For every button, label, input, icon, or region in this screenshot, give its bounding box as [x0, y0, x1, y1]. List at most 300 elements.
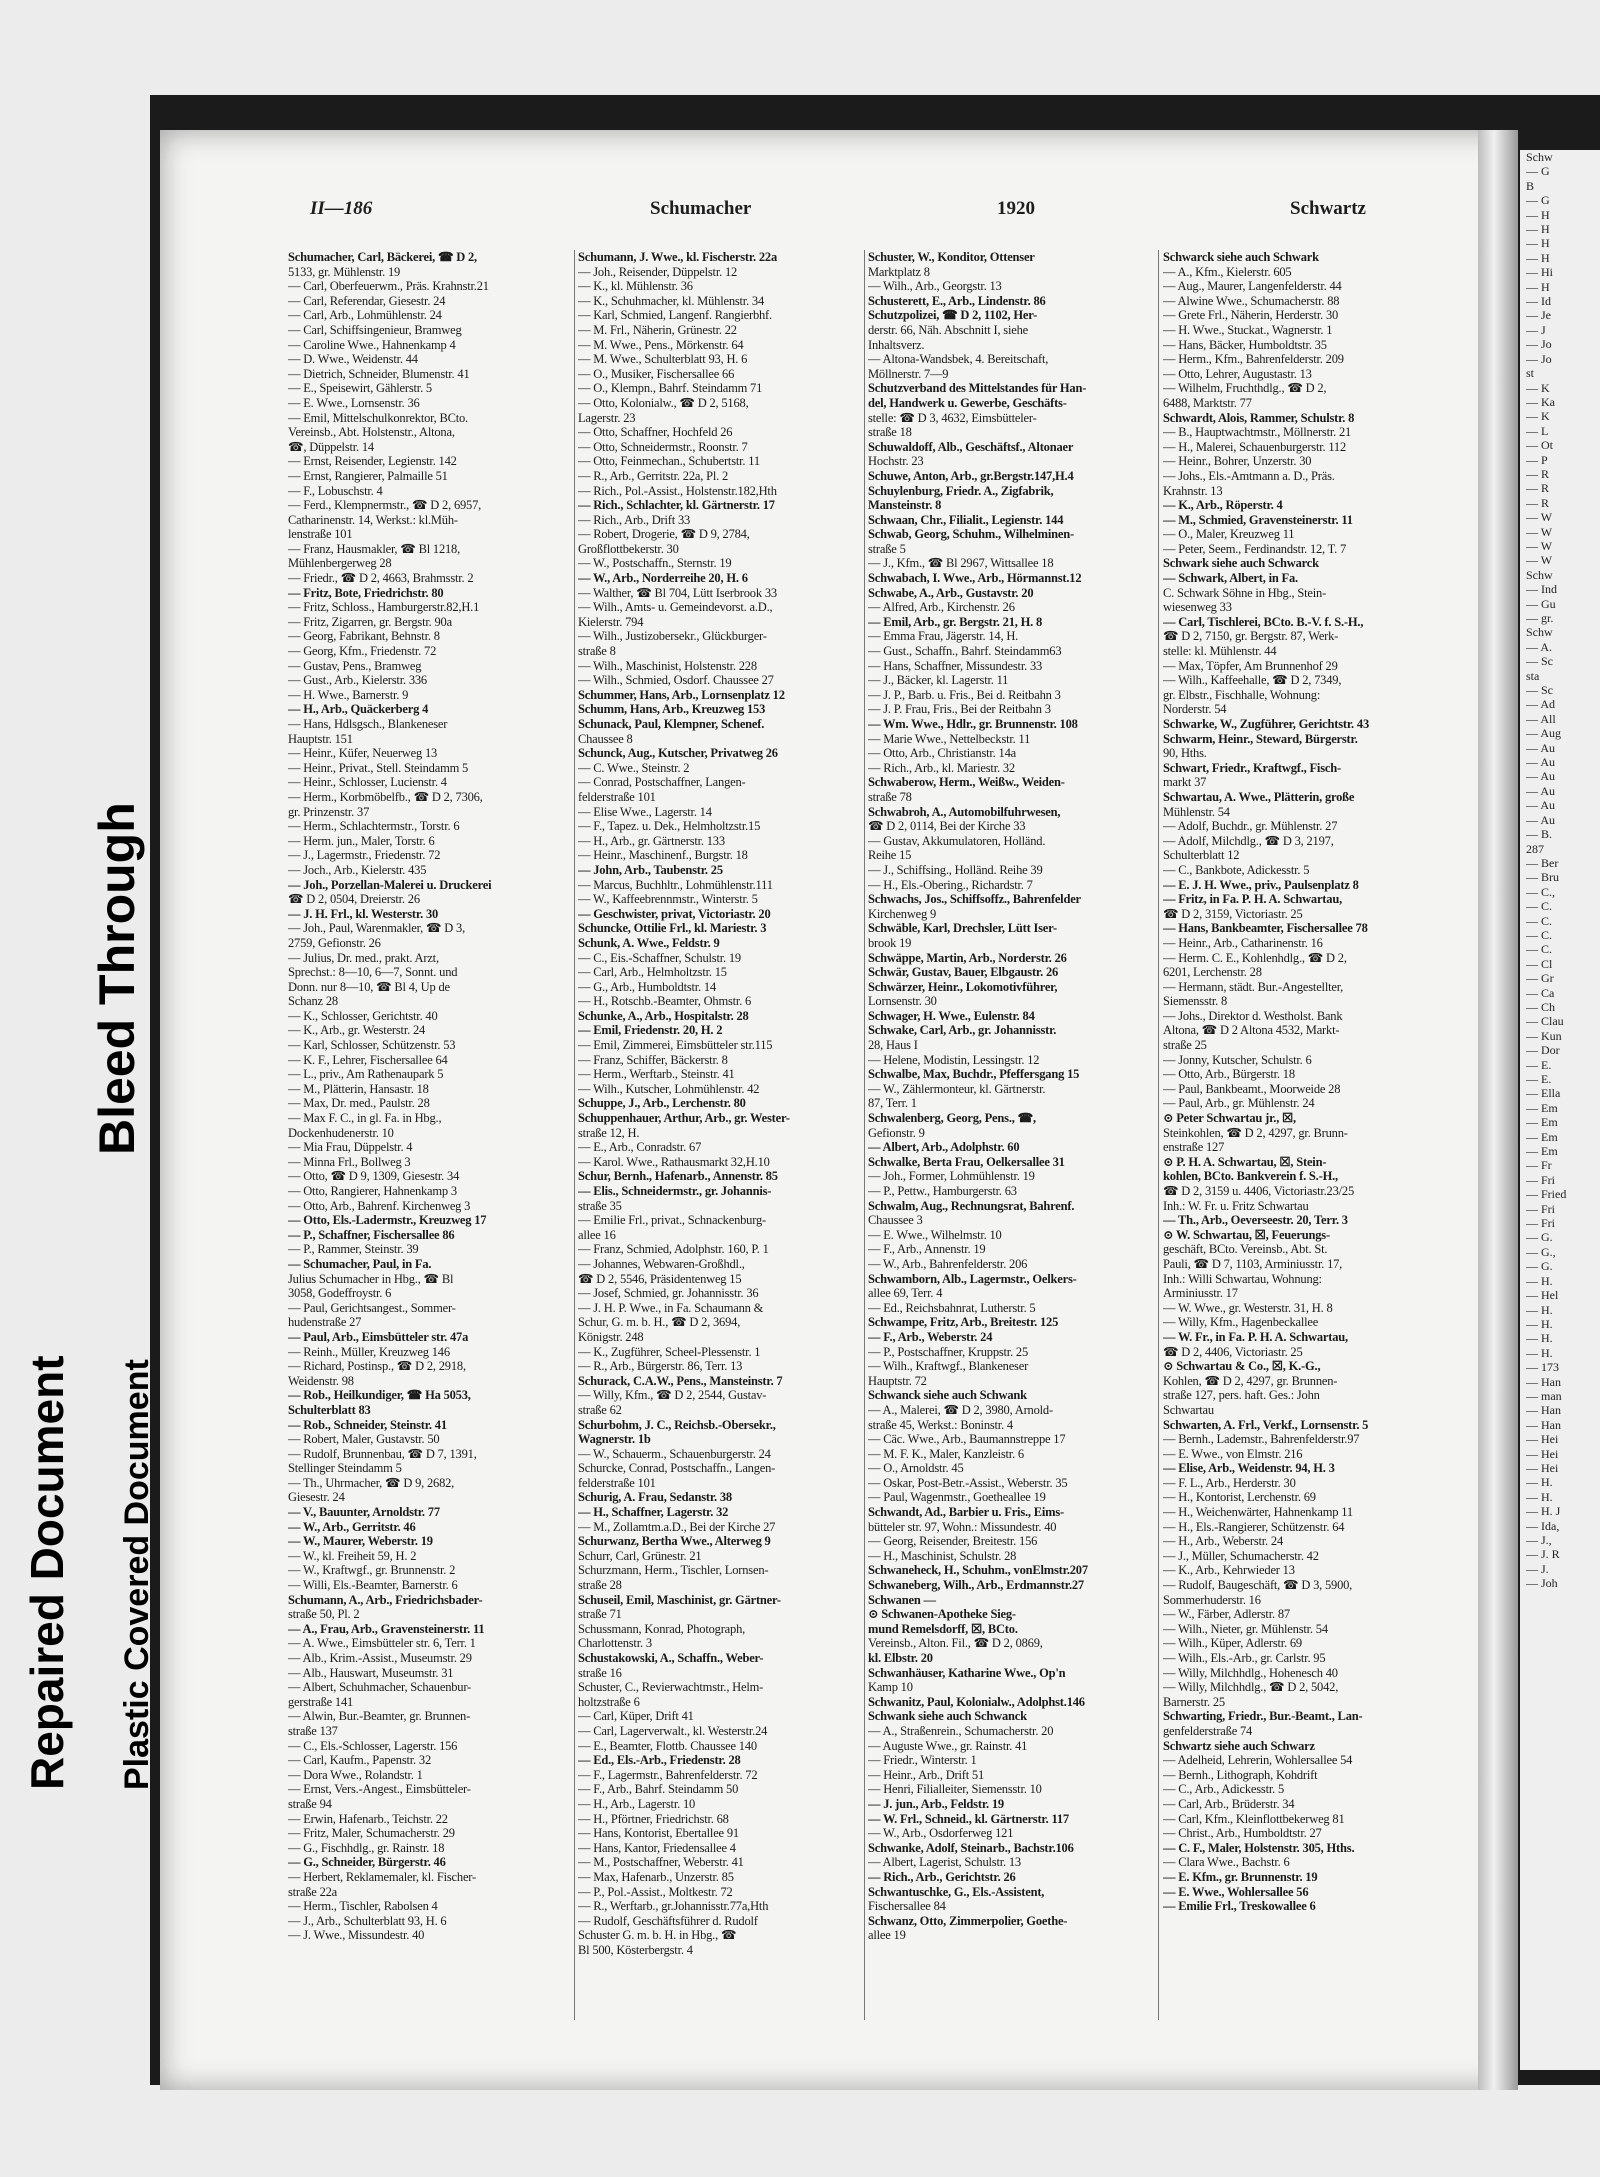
directory-entry: — W., Arb., Gerritstr. 46: [288, 1519, 416, 1534]
directory-entry: markt 37: [1163, 775, 1207, 790]
directory-entry: — H., Arb., gr. Gärtnerstr. 133: [578, 833, 725, 848]
next-page-entry: — Fri: [1526, 1216, 1556, 1231]
label-bleed-through: Bleed Through: [89, 802, 145, 1155]
directory-entry: Schur, G. m. b. H., ☎ D 2, 3694,: [578, 1315, 741, 1330]
directory-entry: — Albert, Schuhmacher, Schauenbur-: [288, 1680, 472, 1695]
directory-entry: Schwabach, I. Wwe., Arb., Hörmannst.12: [868, 571, 1082, 586]
directory-entry: Schurig, A. Frau, Sedanstr. 38: [578, 1490, 732, 1505]
directory-entry: — Wilh., Arb., Georgstr. 13: [868, 279, 1002, 294]
directory-entry: straße 5: [868, 541, 906, 556]
directory-entry: Schusterett, E., Arb., Lindenstr. 86: [868, 293, 1046, 308]
directory-entry: straße 25: [1163, 1038, 1207, 1053]
next-page-entry: — Bru: [1526, 870, 1559, 885]
directory-entry: — K., Arb., Röperstr. 4: [1163, 498, 1283, 513]
directory-entry: Siemensstr. 8: [1163, 994, 1228, 1009]
directory-entry: Schwalbe, Max, Buchdr., Pfeffersgang 15: [868, 1067, 1080, 1082]
directory-entry: — K., Schuhmacher, kl. Mühlenstr. 34: [578, 293, 765, 308]
directory-entry: Schutzverband des Mittelstandes für Han-: [868, 381, 1087, 396]
next-page-entry: — H.: [1526, 1273, 1553, 1288]
directory-entry: stelle: kl. Mühlenstr. 44: [1163, 644, 1277, 659]
directory-entry: Barnerstr. 25: [1163, 1694, 1225, 1709]
next-page-entry: — C.: [1526, 899, 1553, 914]
directory-entry: Schussmann, Konrad, Photograph,: [578, 1621, 746, 1636]
directory-entry: — Ernst, Vers.-Angest., Eimsbütteler-: [288, 1782, 471, 1797]
directory-entry: kl. Elbstr. 20: [868, 1651, 933, 1665]
directory-entry: — A. Wwe., Eimsbütteler str. 6, Terr. 1: [288, 1636, 476, 1651]
directory-entry: — Wilh., Justizobersekr., Glückburger-: [578, 629, 767, 644]
directory-entry: — Rich., Schlachter, kl. Gärtnerstr. 17: [578, 498, 775, 513]
directory-entry: — Fritz, Bote, Friedrichstr. 80: [288, 585, 444, 600]
directory-entry: Schwäble, Karl, Drechsler, Lütt Iser-: [868, 921, 1057, 936]
directory-entry: — Willy, Kfm., Hagenbeckallee: [1163, 1315, 1319, 1330]
directory-entry: — W. Frl., Schneid., kl. Gärtnerstr. 117: [868, 1811, 1069, 1826]
directory-entry: — Emil, Zimmerei, Eimsbütteler str.115: [578, 1038, 773, 1053]
directory-entry: — H., Rotschb.-Beamter, Ohmstr. 6: [578, 994, 752, 1009]
directory-entry: — Josef, Schmied, gr. Johannisstr. 36: [578, 1286, 759, 1301]
next-page-entry: — Hei: [1526, 1460, 1559, 1475]
directory-entry: ⊙ P. H. A. Schwartau, ☒, Stein-: [1163, 1154, 1327, 1169]
directory-entry: — J. H. P. Wwe., in Fa. Schaumann &: [578, 1300, 764, 1315]
page-gutter: [1478, 130, 1518, 2090]
directory-entry: — Carl, Kaufm., Papenstr. 32: [288, 1753, 431, 1768]
next-page-entry: — Au: [1526, 755, 1556, 770]
directory-entry: — H., Pförtner, Friedrichstr. 68: [578, 1811, 729, 1826]
directory-entry: — F., Arb., Bahrf. Steindamm 50: [578, 1782, 739, 1797]
directory-entry: — Heinr., Arb., Catharinenstr. 16: [1163, 935, 1323, 950]
directory-entry: — Helene, Modistin, Lessingstr. 12: [868, 1052, 1040, 1067]
directory-entry: Schwaneheck, H., Schuhm., vonElmstr.207: [868, 1563, 1088, 1578]
directory-entry: — Wilh., Kraftwgf., Blankeneser: [868, 1359, 1029, 1374]
directory-entry: Schwab, Georg, Schuhm., Wilhelminen-: [868, 527, 1074, 542]
directory-entry: — P., Postschaffner, Kruppstr. 25: [868, 1344, 1029, 1359]
directory-entry: Hauptstr. 72: [868, 1373, 927, 1388]
directory-entry: — M. Frl., Näherin, Grünestr. 22: [578, 322, 737, 337]
directory-entry: Altona, ☎ D 2 Altona 4532, Markt-: [1163, 1023, 1340, 1038]
directory-entry: — Otto, Els.-Ladermstr., Kreuzweg 17: [288, 1213, 487, 1228]
directory-entry: — Dietrich, Schneider, Blumenstr. 41: [288, 366, 470, 381]
directory-entry: — Alb., Hauswart, Museumstr. 31: [288, 1665, 454, 1680]
directory-entry: lenstraße 101: [288, 527, 353, 542]
directory-entry: — W., kl. Freiheit 59, H. 2: [288, 1548, 417, 1563]
next-page-entry: — Au: [1526, 812, 1556, 827]
directory-entry: — E. Kfm., gr. Brunnenstr. 19: [1163, 1869, 1318, 1884]
directory-entry: — Reinh., Müller, Kreuzweg 146: [288, 1344, 450, 1359]
directory-entry: — H., Els.-Rangierer, Schützenstr. 64: [1163, 1519, 1345, 1534]
directory-entry: ⊙ W. Schwartau, ☒, Feuerungs-: [1163, 1227, 1330, 1242]
directory-entry: Marktplatz 8: [868, 264, 930, 279]
directory-entry: — Joch., Arb., Kielerstr. 435: [288, 862, 427, 877]
directory-entry: straße 8: [578, 644, 616, 659]
directory-entry: Schwalke, Berta Frau, Oelkersallee 31: [868, 1154, 1065, 1169]
directory-entry: Pauli, ☎ D 7, 1103, Arminiusstr. 17,: [1163, 1256, 1343, 1271]
directory-entry: — Willy, Milchhdlg., Hohenesch 40: [1163, 1665, 1338, 1680]
directory-entry: — Fritz, Maler, Schumacherstr. 29: [288, 1826, 455, 1841]
directory-entry: — H. Wwe., Stuckat., Wagnerstr. 1: [1163, 322, 1333, 337]
next-page-entry: — H: [1526, 250, 1550, 265]
directory-entry: Schwager, H. Wwe., Eulenstr. 84: [868, 1008, 1035, 1023]
directory-entry: — Georg, Reisender, Breitestr. 156: [868, 1534, 1038, 1549]
directory-entry: Schulterblatt 12: [1163, 848, 1240, 863]
directory-entry: Steinkohlen, ☎ D 2, 4297, gr. Brunn-: [1163, 1125, 1348, 1140]
directory-entry: — Emil, Mittelschulkonrektor, BCto.: [288, 410, 468, 425]
directory-entry: — M. Wwe., Pens., Mörkenstr. 64: [578, 337, 744, 352]
next-page-entry: — H.: [1526, 1316, 1553, 1331]
directory-entry: ☎ D 2, 7150, gr. Bergstr. 87, Werk-: [1163, 629, 1339, 644]
directory-entry: — M., Postschaffner, Weberstr. 41: [578, 1855, 744, 1870]
directory-entry: — Joh., Reisender, Düppelstr. 12: [578, 264, 738, 279]
directory-entry: — Ernst, Reisender, Legienstr. 142: [288, 454, 457, 469]
directory-entry: — Conrad, Postschaffner, Langen-: [578, 775, 746, 790]
directory-entry: — Carl, Arb., Lohmühlenstr. 24: [288, 308, 442, 323]
directory-entry: kohlen, BCto. Bankverein f. S.-H.,: [1163, 1169, 1338, 1184]
next-page-entry: — Em: [1526, 1100, 1558, 1115]
directory-entry: — Rich., Arb., kl. Mariestr. 32: [868, 760, 1015, 775]
next-page-entry: — H.: [1526, 1331, 1553, 1346]
next-page-entry: — Ber: [1526, 855, 1559, 870]
next-page-entry: — Kun: [1526, 1028, 1562, 1043]
directory-entry: Julius Schumacher in Hbg., ☎ Bl: [288, 1271, 454, 1286]
directory-entry: Schulterblatt 83: [288, 1402, 371, 1417]
directory-entry: 6201, Lerchenstr. 28: [1163, 965, 1262, 980]
directory-entry: ⊙ Schwanen-Apotheke Sieg-: [868, 1607, 1016, 1622]
next-page-fragment: [1520, 150, 1600, 2070]
directory-entry: — C. F., Maler, Holstenstr. 305, Hths.: [1163, 1840, 1355, 1855]
directory-entry: enstraße 127: [1163, 1140, 1225, 1155]
directory-entry: — Wilh., Schmied, Osdorf. Chaussee 27: [578, 673, 774, 688]
next-page-entry: — Hi: [1526, 265, 1553, 280]
directory-entry: — J. P. Frau, Fris., Bei der Reitbahn 3: [868, 702, 1051, 717]
directory-entry: — H., Maschinist, Schulstr. 28: [868, 1548, 1017, 1563]
directory-entry: — Carl, Schiffsingenieur, Bramweg: [288, 322, 462, 337]
directory-entry: — Johannes, Webwaren-Großhdl.,: [578, 1256, 745, 1271]
directory-entry: Schwarck siehe auch Schwark: [1163, 250, 1319, 264]
directory-entry: — Carl, Lagerverwalt., kl. Westerstr.24: [578, 1723, 768, 1738]
directory-entry: — E. Wwe., Wohlersallee 56: [1163, 1884, 1309, 1899]
directory-entry: — Ed., Els.-Arb., Friedenstr. 28: [578, 1753, 741, 1768]
directory-column-1: [288, 250, 573, 2070]
next-page-entry: — E.: [1526, 1072, 1552, 1086]
next-page-entry: — G.: [1526, 1230, 1553, 1245]
next-page-entry: — 173: [1526, 1360, 1559, 1375]
directory-entry: Gefionstr. 9: [868, 1125, 925, 1140]
next-page-entry: — Em: [1526, 1144, 1558, 1159]
directory-entry: — Rob., Schneider, Steinstr. 41: [288, 1417, 447, 1432]
directory-entry: Schurbohm, J. C., Reichsb.-Obersekr.,: [578, 1417, 776, 1432]
directory-entry: Schwalenberg, Georg, Pens., ☎,: [868, 1111, 1036, 1126]
directory-entry: Giesestr. 24: [288, 1490, 345, 1505]
next-page-entry: — Fried: [1526, 1187, 1567, 1202]
directory-entry: Inh.: W. Fr. u. Fritz Schwartau: [1163, 1198, 1309, 1213]
directory-entry: — Hans, Kantor, Friedensallee 4: [578, 1840, 736, 1855]
directory-entry: Schwardt, Alois, Rammer, Schulstr. 8: [1163, 410, 1355, 425]
directory-entry: straße 78: [868, 789, 912, 804]
directory-entry: — E. Wwe., von Elmstr. 216: [1163, 1446, 1303, 1461]
directory-entry: — Emil, Friedenstr. 20, H. 2: [578, 1023, 723, 1038]
directory-entry: — Albert, Lagerist, Schulstr. 13: [868, 1855, 1021, 1870]
next-page-entry: — G: [1526, 164, 1550, 179]
directory-entry: Schuwe, Anton, Arb., gr.Bergstr.147,H.4: [868, 468, 1074, 483]
directory-entry: Kirchenweg 9: [868, 906, 937, 921]
directory-entry: — H., Weichenwärter, Hahnenkamp 11: [1163, 1505, 1353, 1520]
directory-entry: — Max, Dr. med., Paulstr. 28: [288, 1096, 430, 1111]
directory-entry: — Rudolf, Baugeschäft, ☎ D 3, 5900,: [1163, 1578, 1353, 1593]
page-header: [155, 198, 1455, 222]
directory-entry: — Otto, Feinmechan., Schubertstr. 11: [578, 454, 760, 469]
directory-entry: — Heinr., Maschinenf., Burgstr. 18: [578, 848, 748, 863]
directory-entry: — M., Zollamtm.a.D., Bei der Kirche 27: [578, 1519, 776, 1534]
directory-entry: Schuster, W., Konditor, Ottenser: [868, 250, 1035, 264]
directory-entry: — Hans, Bankbeamter, Fischersallee 78: [1163, 921, 1368, 936]
header-first-word: Schumacher: [650, 198, 752, 219]
directory-entry: Donn. nur 8—10, ☎ Bl 4, Up de: [288, 979, 450, 994]
directory-entry: — Christ., Arb., Humboldtstr. 27: [1163, 1826, 1322, 1841]
directory-entry: felderstraße 101: [578, 1475, 656, 1490]
directory-entry: — W., Maurer, Weberstr. 19: [288, 1534, 433, 1549]
directory-entry: — Karl, Schlosser, Schützenstr. 53: [288, 1038, 456, 1053]
directory-entry: — Rich., Pol.-Assist., Holstenstr.182,Hth: [578, 483, 777, 498]
page-number: II—186: [310, 198, 373, 219]
directory-entry: ☎ D 2, 3159, Victoriastr. 25: [1163, 906, 1303, 921]
directory-entry: — Otto, ☎ D 9, 1309, Giesestr. 34: [288, 1169, 460, 1184]
directory-entry: — Adolf, Buchdr., gr. Mühlenstr. 27: [1163, 819, 1338, 834]
directory-entry: — Herm. C. E., Kohlenhdlg., ☎ D 2,: [1163, 950, 1347, 965]
directory-entry: — A., Frau, Arb., Gravensteinerstr. 11: [288, 1621, 485, 1636]
directory-entry: — H., Schaffner, Lagerstr. 32: [578, 1505, 729, 1520]
next-page-entry: — H: [1526, 236, 1550, 251]
directory-entry: straße 137: [288, 1723, 338, 1738]
directory-entry: Schuseil, Emil, Maschinist, gr. Gärtner-: [578, 1592, 781, 1607]
next-page-entry: — Au: [1526, 769, 1556, 784]
directory-entry: 2759, Gefionstr. 26: [288, 935, 381, 950]
directory-entry: Chaussee 8: [578, 731, 633, 746]
directory-entry: — Friedr., Winterstr. 1: [868, 1753, 977, 1768]
next-page-entry: — Sc: [1526, 683, 1553, 698]
directory-entry: — H., Arb., Lagerstr. 10: [578, 1796, 696, 1811]
directory-entry: — Willi, Els.-Beamter, Barnerstr. 6: [288, 1578, 458, 1593]
directory-entry: — W., Arb., Bahrenfelderstr. 206: [868, 1256, 1028, 1271]
directory-entry: Schuylenburg, Friedr. A., Zigfabrik,: [868, 483, 1054, 498]
directory-entry: Schanz 28: [288, 994, 338, 1009]
directory-entry: — M., Schmied, Gravensteinerstr. 11: [1163, 512, 1353, 527]
directory-entry: Schumm, Hans, Arb., Kreuzweg 153: [578, 702, 766, 717]
directory-entry: — K., kl. Mühlenstr. 36: [578, 279, 693, 294]
directory-entry: — Marie Wwe., Nettelbeckstr. 11: [868, 731, 1031, 746]
next-page-entry: — Ot: [1526, 438, 1553, 453]
directory-entry: Schwäppe, Martin, Arb., Norderstr. 26: [868, 950, 1067, 965]
directory-entry: 5133, gr. Mühlenstr. 19: [288, 264, 401, 279]
directory-entry: — K., Arb., gr. Westerstr. 24: [288, 1023, 426, 1038]
next-page-entry: — Ch: [1526, 999, 1556, 1014]
directory-entry: Schuster, C., Revierwachtmstr., Helm-: [578, 1680, 764, 1695]
directory-entry: — Paul, Gerichtsangest., Sommer-: [288, 1300, 456, 1315]
directory-entry: — Georg, Kfm., Friedenstr. 72: [288, 644, 437, 659]
directory-entry: Schuppe, J., Arb., Lerchenstr. 80: [578, 1096, 746, 1111]
directory-entry: straße 45, Werkst.: Boninstr. 4: [868, 1417, 1013, 1432]
directory-entry: Schwartau, A. Wwe., Plätterin, große: [1163, 789, 1355, 804]
next-page-entry: st: [1526, 366, 1535, 381]
directory-entry: — Carl, Arb., Helmholtzstr. 15: [578, 965, 727, 980]
directory-entry: — E. Wwe., Lornsenstr. 36: [288, 395, 420, 410]
directory-entry: Vereinsb., Abt. Holstenstr., Altona,: [288, 425, 455, 440]
directory-entry: — J., Müller, Schumacherstr. 42: [1163, 1548, 1319, 1563]
directory-entry: Fischersallee 84: [868, 1899, 946, 1914]
directory-entry: — M., Plätterin, Hansastr. 18: [288, 1081, 429, 1096]
directory-entry: — W. Fr., in Fa. P. H. A. Schwartau,: [1163, 1329, 1348, 1344]
directory-entry: Mühlenbergerweg 28: [288, 556, 392, 571]
directory-entry: — H. Wwe., Barnerstr. 9: [288, 687, 409, 702]
directory-entry: — Wilh., Amts- u. Gemeindevorst. a.D.,: [578, 600, 773, 615]
directory-entry: — F., Tapez. u. Dek., Helmholtzstr.15: [578, 819, 761, 834]
next-page-entry: — Han: [1526, 1374, 1561, 1389]
directory-entry: Schurcke, Conrad, Postschaffn., Langen-: [578, 1461, 776, 1476]
directory-entry: straße 62: [578, 1402, 622, 1417]
directory-entry: — J. H. Frl., kl. Westerstr. 30: [288, 906, 439, 921]
directory-entry: — Carl, Küper, Drift 41: [578, 1709, 694, 1724]
directory-entry: — K., Zugführer, Scheel-Plessenstr. 1: [578, 1344, 761, 1359]
directory-entry: — W., Kaffeebrennmstr., Winterstr. 5: [578, 892, 758, 907]
directory-entry: — Karol. Wwe., Rathausmarkt 32,H.10: [578, 1154, 770, 1169]
directory-entry: — Jonny, Kutscher, Schulstr. 6: [1163, 1052, 1312, 1067]
directory-entry: Schwanke, Adolf, Steinarb., Bachstr.106: [868, 1840, 1074, 1855]
directory-entry: — G., Arb., Humboldtstr. 14: [578, 979, 717, 994]
directory-entry: — Walther, ☎ Bl 704, Lütt Iserbrook 33: [578, 585, 777, 600]
directory-entry: straße 50, Pl. 2: [288, 1607, 360, 1622]
directory-entry: — Herm., Korbmöbelfb., ☎ D 2, 7306,: [288, 789, 483, 804]
directory-entry: Schumacher, Carl, Bäckerei, ☎ D 2,: [288, 250, 477, 264]
directory-entry: — C., Bankbote, Adickesstr. 5: [1163, 862, 1310, 877]
directory-entry: — Robert, Maler, Gustavstr. 50: [288, 1432, 440, 1447]
directory-entry: — Adelheid, Lehrerin, Wohlersallee 54: [1163, 1753, 1353, 1768]
directory-entry: — O., Maler, Kreuzweg 11: [1163, 527, 1295, 542]
directory-entry: Bl 500, Kösterbergstr. 4: [578, 1942, 693, 1957]
next-page-entry: — R: [1526, 481, 1550, 496]
directory-entry: — F., Arb., Weberstr. 24: [868, 1329, 993, 1344]
next-page-entry: — C.,: [1526, 884, 1556, 899]
directory-entry: — Ferd., Klempnermstr., ☎ D 2, 6957,: [288, 498, 482, 513]
directory-entry: — Elise, Arb., Weidenstr. 94, H. 3: [1163, 1461, 1335, 1476]
directory-entry: — Th., Arb., Oeverseestr. 20, Terr. 3: [1163, 1213, 1348, 1228]
next-page-entry: — J.: [1526, 1561, 1549, 1576]
next-page-entry: — Hei: [1526, 1432, 1559, 1447]
directory-entry: — H., Kontorist, Lerchenstr. 69: [1163, 1490, 1316, 1505]
next-page-entry: — W: [1526, 538, 1553, 553]
directory-entry: — Fritz, Schloss., Hamburgerstr.82,H.1: [288, 600, 480, 615]
next-page-entry: — H: [1526, 222, 1550, 237]
directory-entry: 3058, Godeffroystr. 6: [288, 1286, 392, 1301]
directory-entry: — K., Arb., Kehrwieder 13: [1163, 1563, 1295, 1578]
directory-entry: Schwanitz, Paul, Kolonialw., Adolphst.146: [868, 1694, 1085, 1709]
directory-column-3: [868, 250, 1153, 2070]
next-page-entry: — Jo: [1526, 351, 1552, 366]
directory-entry: — Geschwister, privat, Victoriastr. 20: [578, 906, 771, 921]
directory-entry: — H., Arb., Quäckerberg 4: [288, 702, 429, 717]
next-page-entry: — B.: [1526, 827, 1553, 842]
directory-entry: — G., Schneider, Bürgerstr. 46: [288, 1855, 446, 1870]
directory-entry: Schwarting, Friedr., Bur.-Beamt., Lan-: [1163, 1709, 1363, 1724]
directory-entry: straße 71: [578, 1607, 622, 1622]
directory-entry: — R., Arb., Bürgerstr. 86, Terr. 13: [578, 1359, 743, 1374]
directory-entry: Schwantuschke, G., Els.-Assistent,: [868, 1884, 1045, 1899]
next-page-entry: — Fri: [1526, 1172, 1556, 1187]
next-page-entry: — Au: [1526, 798, 1556, 813]
directory-entry: Schwär, Gustav, Bauer, Elbgaustr. 26: [868, 965, 1059, 980]
directory-entry: — Altona-Wandsbek, 4. Bereitschaft,: [868, 352, 1049, 367]
directory-entry: Charlottenstr. 3: [578, 1636, 652, 1651]
next-page-entry: — H.: [1526, 1489, 1553, 1504]
directory-entry: 90, Hths.: [1163, 746, 1207, 761]
directory-entry: Vereinsb., Alton. Fil., ☎ D 2, 0869,: [868, 1636, 1043, 1651]
directory-entry: Mühlenstr. 54: [1163, 804, 1230, 819]
directory-entry: ☎, Düppelstr. 14: [288, 439, 374, 454]
next-page-entry: — Ida,: [1526, 1518, 1560, 1533]
directory-entry: — F., Lagermstr., Bahrenfelderstr. 72: [578, 1767, 758, 1782]
next-page-entry: — Ad: [1526, 697, 1556, 712]
directory-entry: — Emilie Frl., privat., Schnackenburg-: [578, 1213, 766, 1228]
directory-entry: — Gust., Schaffn., Bahrf. Steindamm63: [868, 644, 1062, 659]
next-page-entry: — G: [1526, 193, 1550, 208]
next-page-entry: — Ca: [1526, 985, 1555, 1000]
next-page-entry: — Clau: [1526, 1014, 1564, 1029]
directory-entry: — Heinr., Schlosser, Lucienstr. 4: [288, 775, 447, 790]
next-page-entry: — Gr: [1526, 971, 1554, 986]
directory-column-2: [578, 250, 863, 2070]
directory-entry: straße 127, pers. haft. Ges.: John: [1163, 1388, 1320, 1403]
directory-entry: — Wilh., Els.-Arb., gr. Carlstr. 95: [1163, 1651, 1326, 1665]
directory-entry: — Franz, Schiffer, Bäckerstr. 8: [578, 1052, 728, 1067]
next-page-entry: — Je: [1526, 308, 1551, 323]
directory-entry: wiesenweg 33: [1163, 600, 1232, 615]
directory-entry: — E., Beamter, Flottb. Chaussee 140: [578, 1738, 757, 1753]
directory-entry: — J., Arb., Schulterblatt 93, H. 6: [288, 1913, 447, 1928]
directory-entry: — Otto, Arb., Bahrenf. Kirchenweg 3: [288, 1198, 471, 1213]
directory-entry: Mansteinstr. 8: [868, 498, 942, 513]
directory-entry: — Herm., Werftarb., Steinstr. 41: [578, 1067, 735, 1082]
directory-entry: — Richard, Postinsp., ☎ D 2, 2918,: [288, 1359, 466, 1374]
directory-entry: ☎ D 2, 3159 u. 4406, Victoriastr.23/25: [1163, 1184, 1355, 1198]
directory-entry: — Oskar, Post-Betr.-Assist., Weberstr. 35: [868, 1475, 1068, 1490]
directory-entry: — Hermann, städt. Bur.-Angestellter,: [1163, 979, 1344, 994]
directory-entry: — Otto, Arb., Christianstr. 14a: [868, 746, 1016, 761]
directory-entry: Weidenstr. 98: [288, 1373, 354, 1388]
directory-entry: — Caroline Wwe., Hahnenkamp 4: [288, 337, 456, 352]
next-page-entry: — Aug: [1526, 726, 1562, 741]
directory-entry: — Joh., Paul, Warenmakler, ☎ D 3,: [288, 921, 465, 936]
directory-entry: Lornsenstr. 30: [868, 994, 937, 1009]
directory-entry: Sprechst.: 8—10, 6—7, Sonnt. und: [288, 965, 458, 980]
directory-entry: — Gustav, Akkumulatoren, Holländ.: [868, 833, 1046, 848]
directory-entry: Schwartau: [1163, 1402, 1214, 1417]
directory-entry: — Fritz, Zigarren, gr. Bergstr. 90a: [288, 614, 452, 629]
next-page-entry: — H.: [1526, 1302, 1553, 1317]
directory-entry: — M. F. K., Maler, Kanzleistr. 6: [868, 1446, 1024, 1461]
directory-entry: allee 69, Terr. 4: [868, 1286, 943, 1301]
directory-entry: Wagnerstr. 1b: [578, 1432, 651, 1447]
directory-entry: C. Schwark Söhne in Hbg., Stein-: [1163, 585, 1327, 600]
directory-entry: — Erwin, Hafenarb., Teichstr. 22: [288, 1811, 448, 1826]
directory-entry: Schunk, A. Wwe., Feldstr. 9: [578, 935, 720, 950]
directory-entry: — Wilh., Nieter, gr. Mühlenstr. 54: [1163, 1621, 1328, 1636]
directory-entry: — John, Arb., Taubenstr. 25: [578, 862, 723, 877]
directory-entry: — H., Els.-Obering., Richardstr. 7: [868, 877, 1033, 892]
directory-entry: Lagerstr. 23: [578, 410, 636, 425]
directory-entry: gerstraße 141: [288, 1694, 354, 1709]
directory-entry: Krahnstr. 13: [1163, 483, 1223, 498]
next-page-entry: — Fri: [1526, 1201, 1556, 1216]
directory-entry: Schwärzer, Heinr., Lokomotivführer,: [868, 979, 1058, 994]
directory-entry: — H., Malerei, Schauenburgerstr. 112: [1163, 439, 1347, 454]
directory-entry: — E. Wwe., Wilhelmstr. 10: [868, 1227, 1002, 1242]
directory-entry: Schwanen —: [868, 1592, 936, 1607]
